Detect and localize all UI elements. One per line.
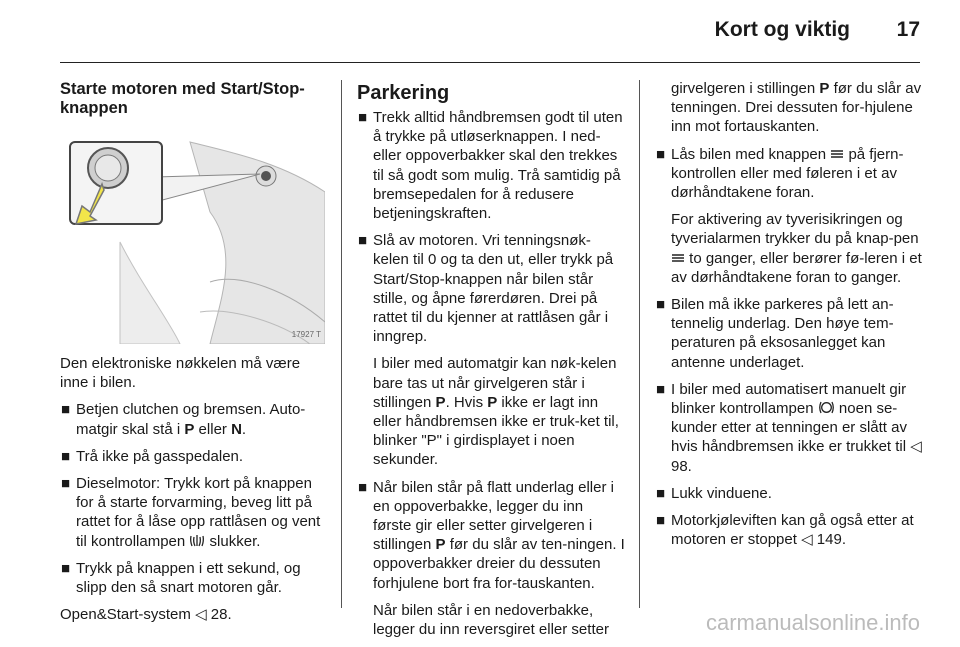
bullet: ■ xyxy=(61,475,71,493)
bullet: ■ xyxy=(656,512,666,530)
list-item-continuation: girvelgeren i stillingen P før du slår av tenningen. Drei dessuten for-hjulene inn mot fortauskanten. xyxy=(671,80,922,136)
column-divider xyxy=(341,80,342,608)
column-start-stop xyxy=(60,80,325,632)
list-item: ■ Når bilen står på flatt underlag eller i en oppoverbakke, legger du inn første gir eller setter girvelgeren i stillingen P før du slår av ten-ningen. I oppoverbakker dreier du dessuten forhjulene bort fra for-tauskanten. xyxy=(358,478,625,592)
bullet: ■ xyxy=(61,447,71,465)
intro-text: Den elektroniske nøkkelen må være inne i bilen. xyxy=(60,355,301,392)
list-item: ■ I biler med automatisert manuelt gir blinker kontrollampen noen se-kunder etter at tenningen er slått av hvis håndbremsen ikke er trukket til ◁ 98. xyxy=(656,380,922,475)
bullet: ■ xyxy=(358,478,368,496)
figure-id: 17927 T xyxy=(291,329,321,339)
header-rule xyxy=(60,62,920,63)
bullet: ■ xyxy=(358,109,368,126)
section-heading-start: Starte motoren med Start/Stop-knappen xyxy=(60,80,305,117)
watermark: carmanualsonline.info xyxy=(705,610,920,635)
bullet: ■ xyxy=(358,232,368,250)
list-item: ■ Bilen må ikke parkeres på lett an-tennelig underlag. Den høye tem-peraturen på eksosanlegget kan antenne underlaget. xyxy=(656,296,894,371)
page-title: Kort og viktig xyxy=(714,18,850,41)
bullet: ■ xyxy=(656,145,666,163)
bullet: ■ xyxy=(656,484,666,502)
bullet: ■ xyxy=(656,296,666,314)
cross-reference: Open&Start-system ◁ 28. xyxy=(60,606,232,624)
list-item: ■ Trykk på knappen i ett sekund, og slipp den så snart motoren går. xyxy=(61,559,301,597)
bullet: ■ xyxy=(656,380,666,398)
bullet: ■ xyxy=(61,401,71,419)
list-item-continuation: Når bilen står i en nedoverbakke, legger du inn reversgiret eller setter xyxy=(373,601,609,639)
page-number: 17 xyxy=(896,18,920,41)
section-heading-parking: Parkering xyxy=(357,82,450,104)
list-item: ■ Trå ikke på gasspedalen. xyxy=(61,447,244,465)
list-item-continuation: For aktivering av tyverisikringen og tyverialarmen trykker du på knap-pen to ganger, eller berører fø-leren i et av dørhåndtakene foran to ganger. xyxy=(671,211,922,286)
list-item: ■ Trekk alltid håndbremsen godt til uten å trykke på utløserknappen. I ned- eller oppoverbakker skal den trekkes til så godt som mulig. Trå samtidig på bremsepedalen for å redusere betjeningskraften. xyxy=(358,109,623,223)
column-divider xyxy=(639,80,640,608)
list-item: ■ Lukk vinduene. xyxy=(656,484,772,502)
ref-arrow-icon: ◁ xyxy=(195,606,207,624)
lock-button-icon xyxy=(671,250,685,267)
ref-arrow-icon: ◁ xyxy=(801,531,813,549)
list-item: ■ Lås bilen med knappen på fjern-kontrollen eller med føleren i et av dørhåndtakene foran. xyxy=(656,145,904,202)
column-parking xyxy=(357,82,625,647)
list-item-continuation: I biler med automatgir kan nøk-kelen bare tas ut når girvelgeren står i stillingen P. Hvis P ikke er lagt inn eller håndbremsen ikke er truk-ket til, blinker "P" i girdisplayet i noen sekunder. xyxy=(373,355,619,469)
page-header xyxy=(60,0,920,50)
lock-button-icon xyxy=(830,146,844,163)
glow-plug-icon xyxy=(189,533,205,550)
ref-arrow-icon: ◁ xyxy=(910,438,922,456)
bullet: ■ xyxy=(61,559,71,577)
list-item: ■ Betjen clutchen og bremsen. Auto-matgir skal stå i P eller N. xyxy=(61,401,306,438)
list-item: ■ Slå av motoren. Vri tenningsnøk-kelen til 0 og ta den ut, eller trykk på Start/Stop-knappen når bilen står stille, og åpne førerdøren. Drei på rattet til du kjenner at rattlåsen går i inngrep. xyxy=(358,232,614,346)
start-stop-illustration xyxy=(60,132,325,344)
auto-gearbox-warning-icon xyxy=(818,400,835,417)
list-item: ■ Dieselmotor: Trykk kort på knappen for å starte forvarming, beveg litt på rattet for å låse opp rattlåsen og vent til kontrollampen slukker. xyxy=(61,475,321,550)
list-item: ■ Motorkjøleviften kan gå også etter at motoren er stoppet ◁ 149. xyxy=(656,512,914,549)
column-parking-continued xyxy=(655,79,925,557)
